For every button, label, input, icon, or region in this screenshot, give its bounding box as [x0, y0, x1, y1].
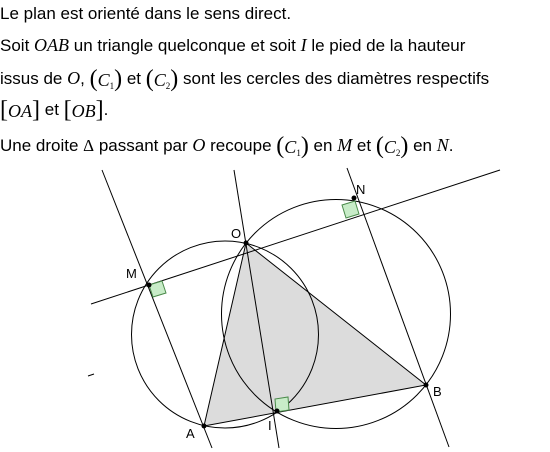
text-fragment: Une droite — [0, 136, 84, 155]
point-a — [202, 424, 207, 429]
label-n: N — [356, 182, 366, 197]
circle-index: 1 — [296, 148, 301, 158]
circle-letter: C — [383, 137, 396, 157]
circle-index: 2 — [165, 81, 171, 91]
label-a: A — [186, 426, 195, 441]
line-delta-name: Δ — [83, 136, 95, 155]
text-fragment: . — [103, 100, 109, 119]
text-fragment: en — [413, 136, 437, 155]
text-fragment: un triangle quelconque et soit — [69, 36, 301, 55]
text-fragment: , — [80, 69, 85, 88]
segment-ob: [OB] — [63, 97, 104, 123]
text-fragment: et — [352, 136, 372, 155]
text-fragment: passant par — [94, 136, 193, 155]
point-m — [147, 283, 152, 288]
text-fragment: sont les cercles des diamètres respectifs — [182, 69, 490, 88]
text-fragment: la hauteur — [389, 36, 466, 55]
point-i — [275, 409, 280, 414]
label-m: M — [126, 266, 137, 281]
circle-c1-notation: $(C_1)$ — [89, 66, 123, 92]
circle-c1-notation: $(C_1)$ — [276, 133, 309, 159]
text-fragment: . — [448, 136, 454, 155]
stray-mark — [88, 374, 94, 376]
text-fragment: recoupe — [205, 136, 272, 155]
segment-label: OA — [8, 101, 32, 121]
point-o-name: O — [67, 68, 81, 88]
statement-text: Le plan est orienté dans le sens direct. — [0, 4, 292, 23]
label-o: O — [231, 226, 242, 241]
circle-letter: C — [284, 137, 297, 157]
point-i-name: I — [300, 35, 307, 55]
point-n-name: N — [436, 135, 449, 155]
text-fragment: issus de — [0, 69, 68, 88]
label-b: B — [433, 384, 442, 399]
line-bn — [347, 168, 449, 447]
point-o-name: O — [192, 135, 206, 155]
point-m-name: M — [337, 135, 353, 155]
circle-letter: C — [97, 70, 110, 90]
circle-index: 2 — [395, 148, 401, 158]
text-fragment: le pied de — [306, 36, 390, 55]
segment-oa: [OA] — [0, 97, 40, 123]
text-fragment: et — [44, 100, 59, 119]
circle-c2-notation: $(C_2)$ — [145, 66, 179, 92]
right-angle-marker-n — [342, 201, 359, 218]
text-fragment: en — [313, 136, 338, 155]
point-o — [244, 241, 249, 246]
text-fragment: Soit — [0, 36, 35, 55]
segment-label: OB — [71, 101, 96, 121]
label-i: I — [268, 418, 272, 433]
triangle-name: OAB — [34, 35, 70, 55]
circle-letter: C — [153, 70, 166, 90]
text-fragment: et — [126, 69, 141, 88]
circle-c2-notation: $(C_2)$ — [375, 133, 409, 159]
line-am — [102, 170, 212, 448]
triangle-oab — [204, 243, 426, 426]
point-b — [424, 383, 429, 388]
circle-index: 1 — [109, 81, 115, 91]
